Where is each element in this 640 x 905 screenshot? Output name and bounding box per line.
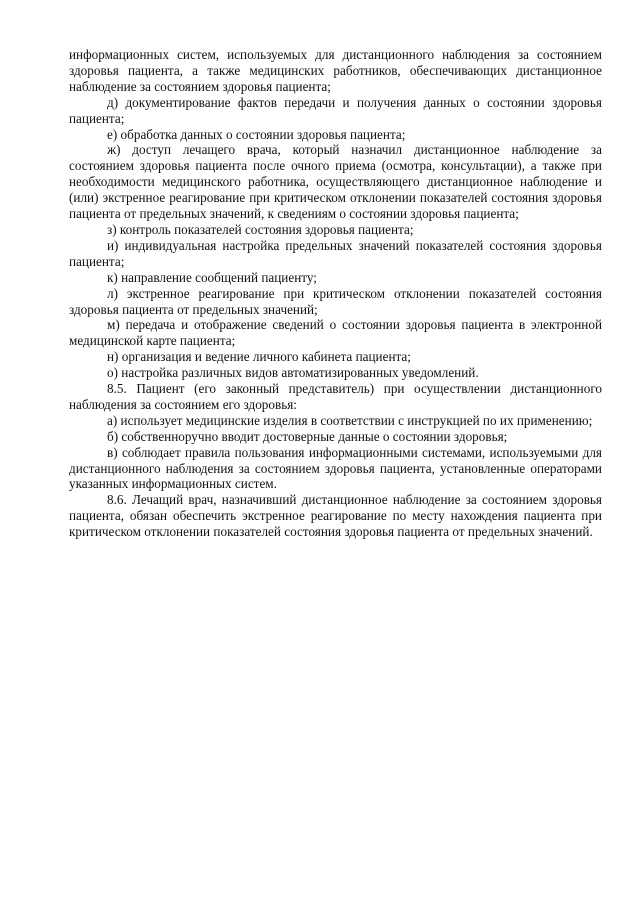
list-item-e: е) обработка данных о состоянии здоровья пациента; — [107, 126, 406, 142]
paragraph-continuation: информационных систем, используемых для дистанционного наблюдения за состоянием здоровья пациента, а также медицинских работников, обеспечивающих дистанционное наблюдение за состоянием здоровья пациента; — [69, 47, 602, 94]
list-item-z: з) контроль показателей состояния здоровья пациента; — [107, 221, 414, 237]
list-item-zh: ж) доступ лечащего врача, который назначил дистанционное наблюдение за состоянием здоровья пациента после очного приема (осмотра, консультации), а также при необходимости медицинского работника, осуществляющего дистанционное наблюдение и (или) экстренное реагирование при критическом отклонении показателей состояния здоровья пациента от предельных значений, к сведениям о состоянии здоровья пациента; — [69, 142, 602, 222]
list-item-m: м) передача и отображение сведений о состоянии здоровья пациента в электронной медицинской карте пациента; — [69, 317, 602, 349]
list-item-b: б) собственноручно вводит достоверные данные о состоянии здоровья; — [107, 428, 508, 444]
section-8-5: 8.5. Пациент (его законный представитель) при осуществлении дистанционного наблюдения за состоянием его здоровья: — [69, 381, 602, 412]
list-item-a: а) использует медицинские изделия в соответствии с инструкцией по их применению; — [107, 412, 593, 428]
list-item-o: о) настройка различных видов автоматизированных уведомлений. — [107, 365, 479, 381]
list-item-n: н) организация и ведение личного кабинета пациента; — [107, 349, 411, 365]
list-item-v: в) соблюдает правила пользования информационными системами, используемыми для дистанционного наблюдения за состоянием здоровья пациента, установленные операторами указанных информационных систем. — [69, 444, 602, 492]
list-item-d: д) документирование фактов передачи и получения данных о состоянии здоровья пациента; — [69, 94, 602, 126]
list-item-i: и) индивидуальная настройка предельных значений показателей состояния здоровья пациента; — [69, 237, 602, 269]
list-item-k: к) направление сообщений пациенту; — [107, 269, 317, 285]
document-body — [69, 47, 602, 540]
section-8-6: 8.6. Лечащий врач, назначивший дистанционное наблюдение за состоянием здоровья пациента, обязан обеспечить экстренное реагирование по месту нахождения пациента при критическом отклонении показателей состояния здоровья пациента от предельных значений. — [69, 492, 602, 540]
list-item-l: л) экстренное реагирование при критическом отклонении показателей состояния здоровья пациента от предельных значений; — [69, 285, 602, 317]
